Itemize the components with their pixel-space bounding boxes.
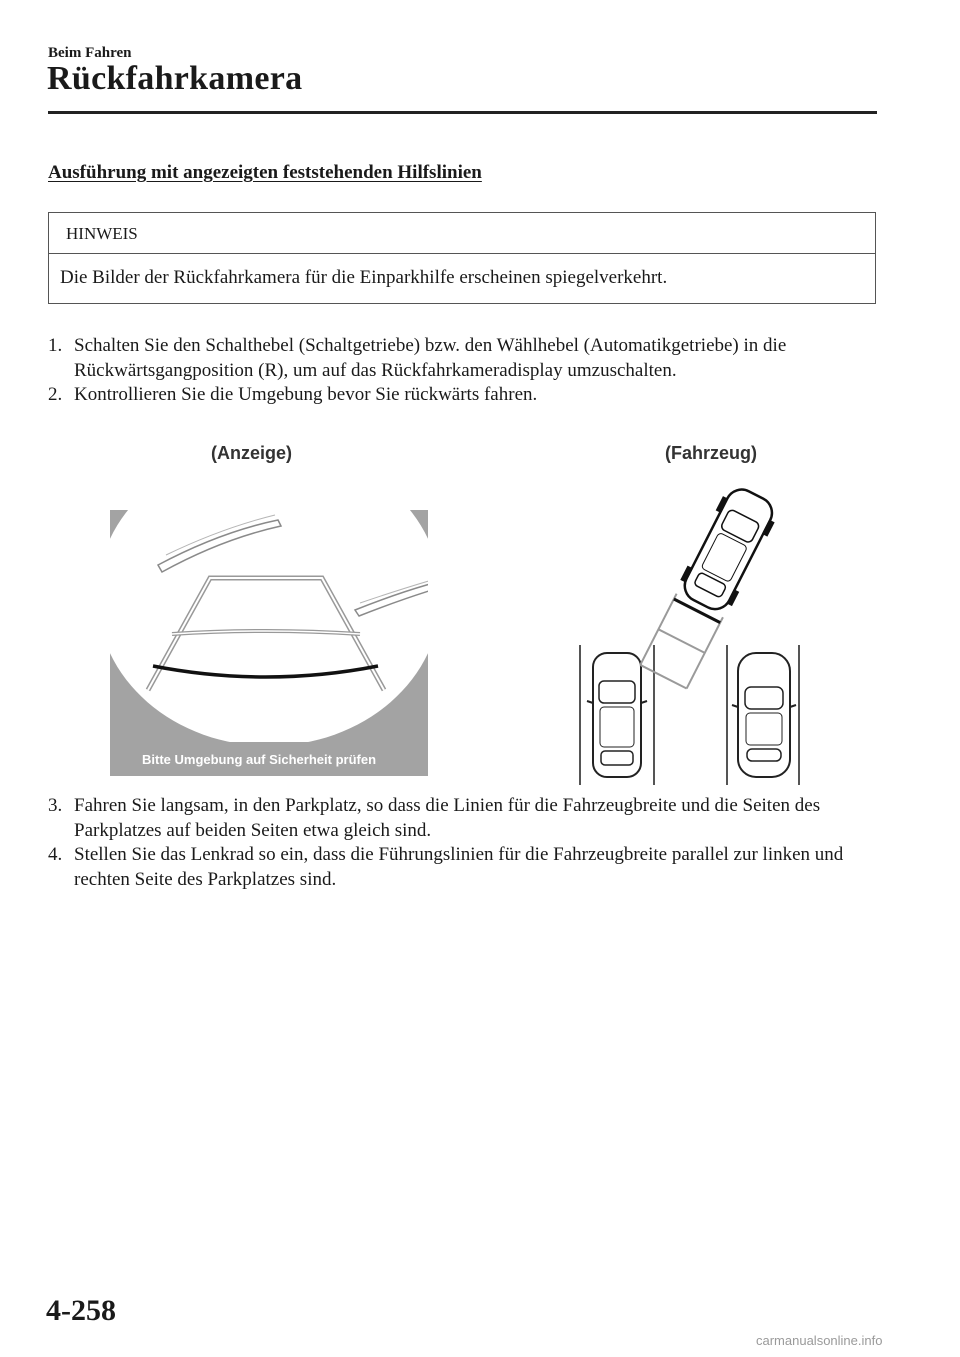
step-item (48, 843, 878, 892)
parked-car-right (732, 653, 796, 777)
step-item (48, 383, 878, 408)
step-text: Fahren Sie langsam, in den Parkplatz, so dass die Linien für die Fahrzeugbreite und die Seiten des Parkplatzes auf beiden Seiten etwa gleich sind. (74, 795, 821, 841)
page-title: Rückfahrkamera (47, 60, 303, 97)
vehicle-illustration (572, 470, 812, 790)
steps-list (48, 794, 878, 892)
title-divider (48, 111, 877, 114)
reversing-car (675, 482, 782, 617)
step-number: 4. (48, 844, 63, 865)
page-number: 4-258 (46, 1294, 116, 1327)
step-item (48, 334, 878, 383)
note-heading: HINWEIS (49, 213, 875, 254)
step-item (48, 794, 878, 843)
note-box (48, 212, 876, 304)
steps-list (48, 334, 878, 408)
step-text: Kontrollieren Sie die Umgebung bevor Sie rückwärts fahren. (74, 384, 538, 405)
display-label: (Anzeige) (211, 443, 292, 463)
step-number: 1. (48, 335, 63, 356)
step-text: Stellen Sie das Lenkrad so ein, dass die Führungslinien für die Fahrzeugbreite parallel zur linken und rechten Seite des Parkplatzes sind. (74, 844, 844, 890)
step-text: Schalten Sie den Schalthebel (Schaltgetriebe) bzw. den Wählhebel (Automatikgetriebe) in die Rückwärtsgangposition (R), um auf das Rückfahrkameradisplay umzuschalten. (74, 335, 787, 381)
step-number: 2. (48, 384, 63, 405)
camera-display-illustration (110, 510, 428, 776)
display-caption: Bitte Umgebung auf Sicherheit prüfen (142, 752, 377, 767)
section-label: Beim Fahren (48, 45, 132, 61)
watermark: carmanualsonline.info (756, 1333, 883, 1348)
vehicle-label: (Fahrzeug) (665, 443, 757, 463)
note-text: Die Bilder der Rückfahrkamera für die Einparkhilfe erscheinen spiegelverkehrt. (60, 267, 668, 288)
subheading: Ausführung mit angezeigten feststehenden Hilfslinien (48, 162, 482, 183)
parked-car-left (587, 653, 647, 777)
step-number: 3. (48, 795, 63, 816)
